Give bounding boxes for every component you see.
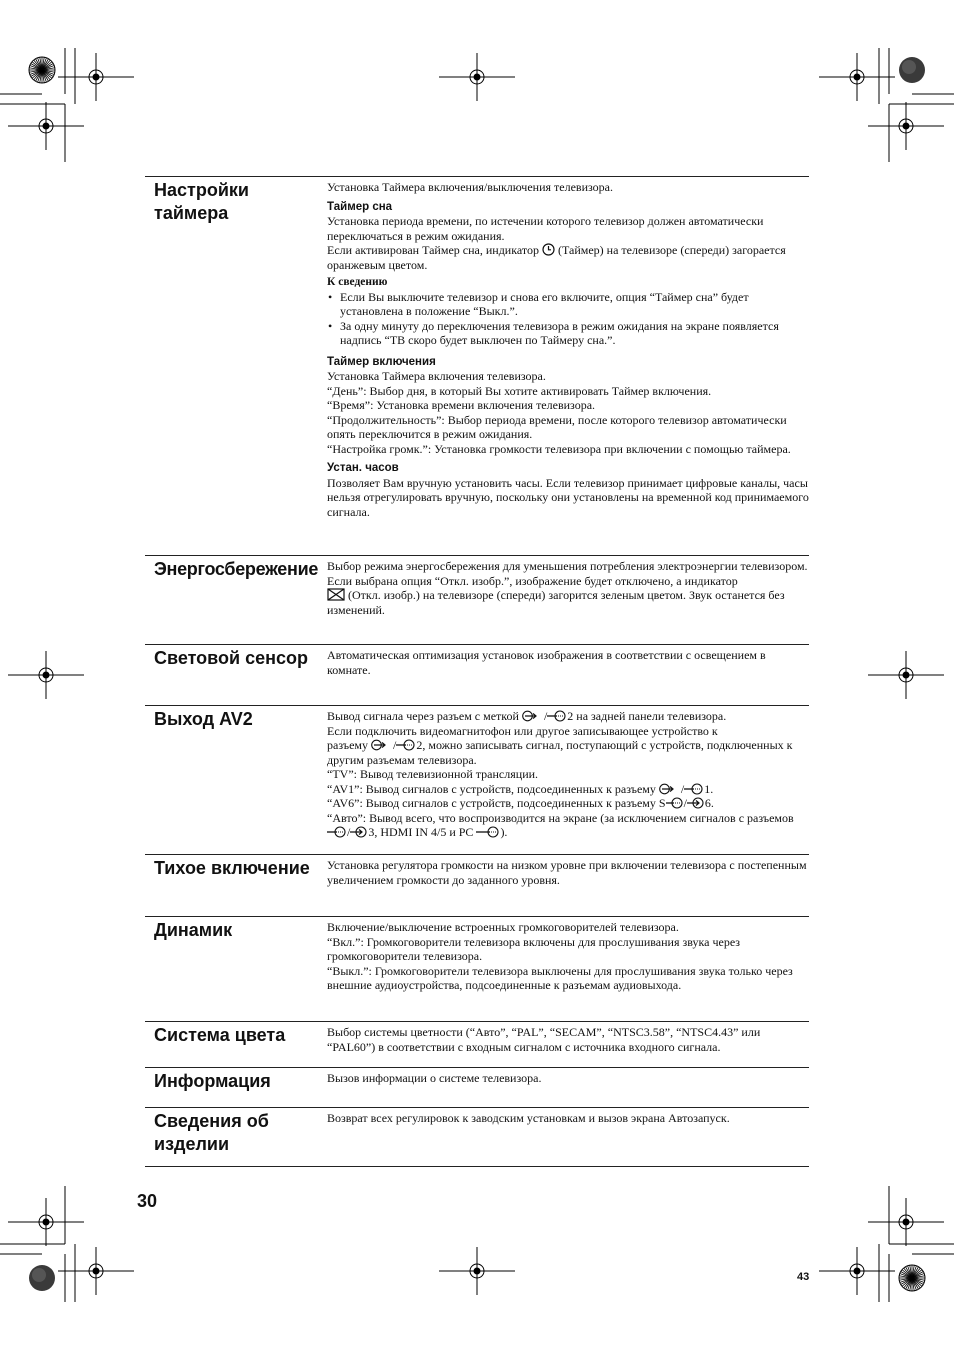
print-page-number: 43: [797, 1271, 810, 1283]
row-label: Информация: [154, 1071, 271, 1091]
separator: /: [683, 796, 687, 810]
separator: /: [543, 709, 548, 723]
registration-crosshair: [8, 651, 84, 699]
output-jack-icon: [547, 710, 567, 722]
halftone-target: [899, 57, 925, 83]
row-description: [327, 177, 809, 519]
on-timer-heading: Таймер включения: [327, 355, 436, 368]
description-line: Установка регулятора громкости на низком уровне при включении телевизора с постепенным увеличением громкости до заданного уровня.: [327, 858, 807, 887]
registration-crosshair: [58, 1247, 134, 1295]
description-line: Автоматическая оптимизация установок изображения в соответствии с освещением в комнате.: [327, 648, 766, 677]
on-timer-line: “День”: Выбор дня, в который Вы хотите активировать Таймер включения.: [327, 383, 712, 398]
description-line: “Вкл.”: Громкоговорители телевизора включены для прослушивания звука через громкоговорители телевизора.: [327, 934, 741, 963]
list-item: • За одну минуту до переключения телевизора в режим ожидания на экране появляется надпись “ТВ скоро будет выключен по Таймеру сна.”.: [327, 319, 809, 348]
description-line: [327, 782, 809, 797]
text-part: (Таймер) на телевизоре (спереди) загорается оранжевым цветом.: [327, 243, 786, 272]
text-part: 6.: [704, 796, 714, 810]
description-line: Включение/выключение встроенных громкоговорителей телевизора.: [327, 920, 679, 934]
text-part: ).: [500, 825, 508, 839]
text-part: “AV6”: Вывод сигналов с устройств, подсоединенных к разъему: [327, 796, 656, 810]
row-description: [327, 556, 809, 617]
input-output-jack-icon: [659, 783, 681, 795]
registration-crosshair: [868, 1198, 944, 1246]
row-power-saving: [145, 555, 809, 644]
registration-crosshair: [8, 1198, 84, 1246]
on-timer-line: Установка Таймера включения телевизора.: [327, 369, 546, 383]
s-video-jack-icon: [666, 797, 684, 809]
description-line: [327, 588, 809, 617]
description-line: [327, 811, 809, 840]
row-product-info: [145, 1107, 809, 1167]
page-number: 30: [137, 1191, 158, 1211]
row-description: [327, 645, 809, 677]
description-line: Вызов информации о системе телевизора.: [327, 1071, 542, 1085]
registration-crosshair: [868, 102, 944, 150]
row-label: Динамик: [154, 920, 233, 940]
row-light-sensor: [145, 644, 809, 705]
row-quiet-on: [145, 854, 809, 916]
row-label: Энергосбережение: [154, 559, 319, 579]
registration-crosshair: [439, 1247, 515, 1295]
clock-set-text: Позволяет Вам вручную установить часы. Если телевизор принимает цифровые каналы, часы нельзя отрегулировать вручную, поскольку они установлены на временной код принимаемого сигнала.: [327, 475, 809, 519]
description-line: Возврат всех регулировок к заводским установкам и вызов экрана Автозапуск.: [327, 1111, 730, 1125]
row-av2-output: [145, 705, 809, 854]
on-timer-line: “Время”: Установка времени включения телевизора.: [327, 398, 596, 412]
text-part: “Авто”: Вывод всего, что воспроизводится на экране (за исключением сигналов с разъемов: [327, 810, 794, 825]
clock-set-heading: Устан. часов: [327, 462, 399, 474]
starburst-target: [899, 1265, 925, 1291]
description-line: Выбор системы цветности (“Авто”, “PAL”, “SECAM”, “NTSC3.58”, “NTSC4.43” или “PAL60”) в соответствии с входным сигналом с источника входного сигнала.: [327, 1025, 761, 1054]
row-color-system: [145, 1021, 809, 1067]
description-line: Если выбрана опция “Откл. изобр.”, изображение будет отключено, а индикатор: [327, 573, 738, 588]
row-label: Тихое включение: [154, 858, 310, 878]
text-part: разъему: [327, 738, 368, 752]
intro-text: Установка Таймера включения/выключения телевизора.: [327, 180, 613, 194]
registration-crosshair: [58, 53, 134, 101]
description-line: [327, 709, 809, 724]
registration-crosshair: [439, 53, 515, 101]
sleep-timer-indicator-text: [327, 243, 809, 272]
row-description: [327, 855, 809, 887]
s-video-prefix: S: [658, 796, 666, 810]
note-list: [327, 290, 809, 348]
on-timer-line: “Продолжительность”: Выбор периода времени, после которого телевизор автоматически опять переключится в режим ожидания.: [327, 412, 787, 441]
row-label: Выход AV2: [154, 709, 253, 729]
text-part: Вывод сигнала через разъем с меткой: [327, 709, 519, 723]
row-label: Световой сенсор: [154, 648, 308, 668]
row-label: Система цвета: [154, 1025, 286, 1045]
row-description: [327, 1068, 809, 1086]
output-jack-icon: [684, 783, 704, 795]
separator: /: [393, 738, 397, 752]
registration-crosshair: [868, 651, 944, 699]
starburst-target: [29, 57, 55, 83]
row-description: [327, 917, 809, 993]
output-jack-icon: [327, 826, 347, 838]
note-heading: К сведению: [327, 276, 388, 288]
separator: /: [347, 825, 351, 839]
row-label: Настройки таймера: [154, 180, 249, 223]
text-part: Если активирован Таймер сна, индикатор: [327, 243, 539, 257]
text-part: (Откл. изобр.) на телевизоре (спереди) загорится зеленым цветом. Звук останется без изменений.: [327, 588, 785, 617]
on-timer-line: “Настройка громк.”: Установка громкости телевизора при включении с помощью таймера.: [327, 441, 791, 456]
registration-crosshair: [819, 1247, 895, 1295]
text-part: “AV1”: Вывод сигналов с устройств, подсоединенных к разъему: [327, 781, 656, 796]
pc-output-jack-icon: [476, 826, 500, 838]
row-speaker: [145, 916, 809, 1021]
halftone-target: [29, 1265, 55, 1291]
row-description: [327, 1022, 809, 1054]
settings-table: [145, 176, 809, 1167]
output-jack-icon: [396, 739, 416, 751]
list-item: • Если Вы выключите телевизор и снова его включите, опция “Таймер сна” будет установлена в положение “Выкл.”.: [327, 290, 809, 319]
video-input-jack-icon: [350, 826, 368, 838]
registration-crosshair: [819, 53, 895, 101]
timer-indicator-icon: [542, 243, 555, 256]
description-line: Выбор режима энергосбережения для уменьшения потребления электроэнергии телевизором.: [327, 559, 808, 573]
row-description: [327, 1108, 809, 1126]
description-line: [327, 738, 809, 767]
sleep-timer-text: Установка периода времени, по истечении которого телевизор должен автоматически переключаться в режим ожидания.: [327, 214, 764, 243]
separator: /: [680, 781, 685, 796]
text-part: 3, HDMI IN 4/5 и PC: [368, 825, 474, 839]
description-line: Если подключить видеомагнитофон или другое записывающее устройство к: [327, 723, 718, 738]
sleep-timer-heading: Таймер сна: [327, 200, 393, 213]
video-input-jack-icon: [687, 797, 705, 809]
input-output-jack-icon: [371, 739, 393, 751]
row-timer-settings: [145, 176, 809, 555]
text-part: 2 на задней панели телевизора.: [567, 709, 727, 723]
input-output-jack-icon: [522, 710, 544, 722]
text-part: 2, можно записывать сигнал, поступающий с устройств, подключенных к другим разъемам телевизора.: [327, 738, 793, 767]
row-description: [327, 706, 809, 840]
row-information: [145, 1067, 809, 1107]
description-line: “TV”: Вывод телевизионной трансляции.: [327, 767, 539, 781]
picture-off-icon: [327, 588, 345, 601]
description-line: [327, 796, 809, 811]
row-label: Сведения об изделии: [154, 1111, 269, 1154]
registration-crosshair: [8, 102, 84, 150]
text-part: 1.: [704, 781, 714, 796]
description-line: “Выкл.”: Громкоговорители телевизора выключены для прослушивания звука только через внешние аудиоустройства, подсоединенные к разъемам аудиовыхода.: [327, 963, 793, 992]
